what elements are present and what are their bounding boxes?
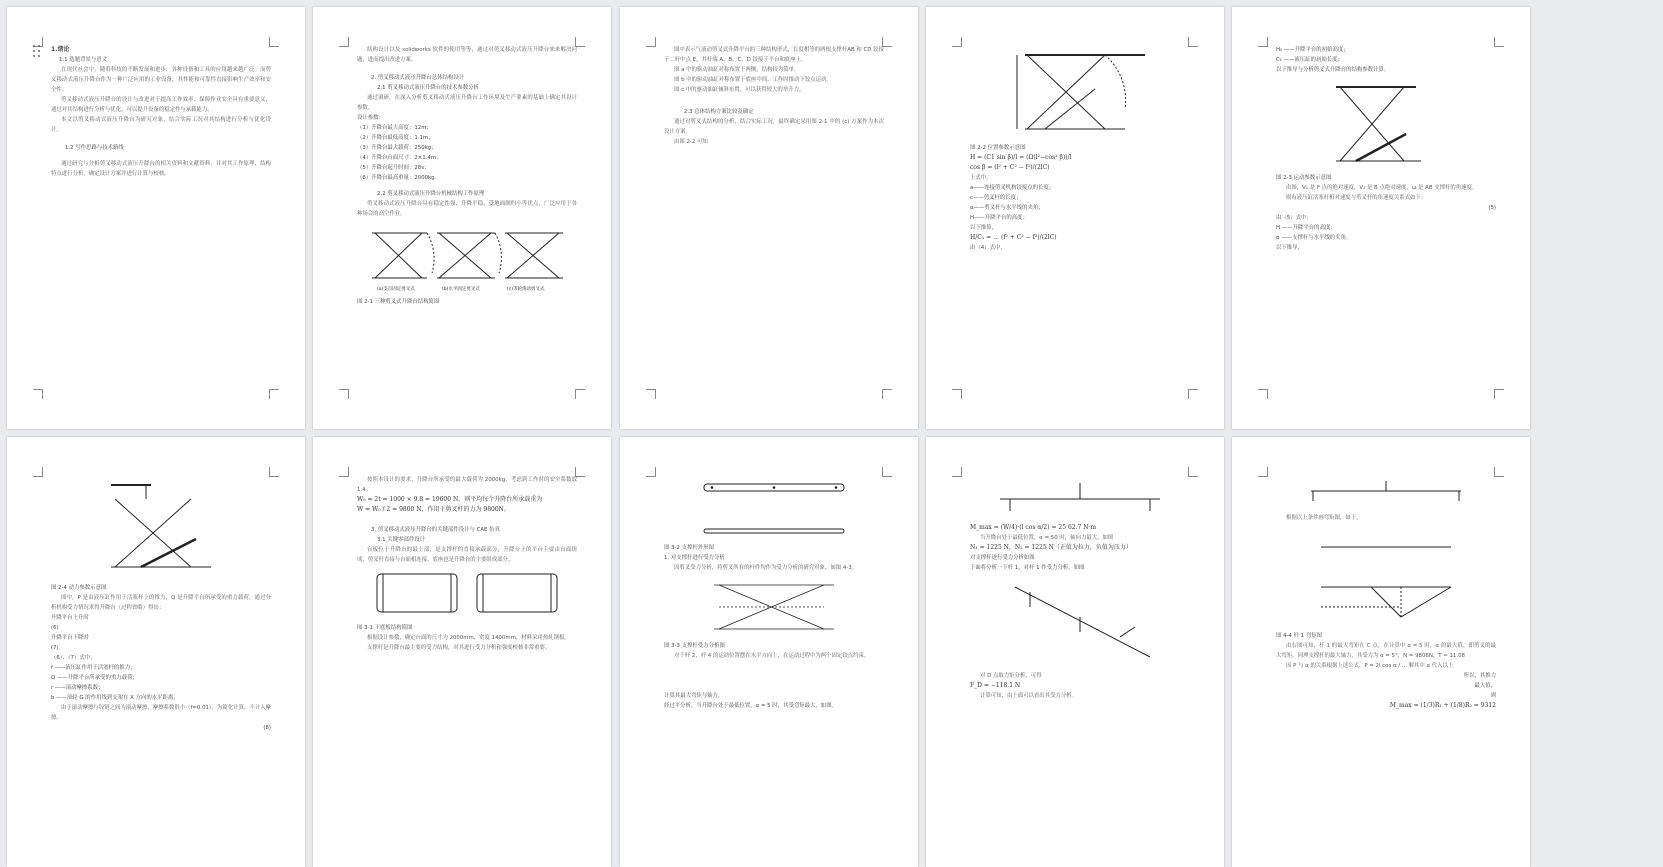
bending-moment-diagram xyxy=(1311,527,1461,627)
paragraph: 由于滚动摩擦与铰链之间为滚动摩擦，摩擦系数很小（f=0.01），为简化计算，不计入摩擦。 xyxy=(51,705,271,721)
paragraph: 当升降台处于最低位置，α = 50 时，轴向力最大，如图 xyxy=(980,535,1114,541)
figure-caption: 图 2-2 位置参数示意图 xyxy=(970,145,1026,151)
dynamic-parameter-diagram xyxy=(101,479,221,579)
paragraph: 所以，其推力 xyxy=(1463,673,1496,679)
page-body xyxy=(1276,45,1496,253)
beam-load-diagram xyxy=(990,479,1170,519)
page-body xyxy=(357,475,577,653)
position-parameter-diagram xyxy=(1005,49,1155,139)
figure-caption: 图 4-4 杆 1 弯矩图 xyxy=(1276,633,1323,639)
list-item: （1）升降台最大高度：12m； xyxy=(357,125,432,131)
page-4 xyxy=(926,7,1224,429)
formula: cos β = (l² + C² − f²)/(2lC) xyxy=(970,164,1050,171)
paragraph: （6）、（7）式中， xyxy=(51,655,96,661)
formula: W₀ = 2t = 1000 × 9.8 = 19600 N，则平均每个升降台所承载重为 xyxy=(357,496,543,503)
paragraph: 支撑杆是升降台最主要的受力结构，对其进行受力分析和强度校核非常重要。 xyxy=(367,645,551,651)
formula: W = W₀ / 2 = 9800 N，作用于剪叉杆的力为 9800N。 xyxy=(357,506,510,513)
figure-caption: 图 2-3 运动参数示意图 xyxy=(1276,175,1332,181)
paragraph: 计算其最大弯矩与轴力。 xyxy=(664,693,724,699)
list-item: α——剪叉杆与水平线的夹角； xyxy=(970,205,1044,211)
figure-caption: 图 3-1 下底板结构简图 xyxy=(357,625,413,631)
page-9 xyxy=(926,437,1224,867)
paragraph: 剪叉移动式液压升降台的设计与改进对于提高工作效率、保障作业安全具有重要意义，通过对其结构进行分析与优化，可以提升设备的稳定性与承载能力。 xyxy=(51,97,271,113)
crop-mark xyxy=(339,37,349,47)
page-10 xyxy=(1232,437,1530,867)
formula: F_D = −118.1 N xyxy=(970,682,1021,689)
paragraph: 对于杆 2、杆 4 的运动位置摆在水平方向上，在运动过程中为两个固定铰点约束。 xyxy=(674,653,870,659)
list-item: H ——升降平台的高度； xyxy=(1276,225,1336,231)
paragraph: 对支撑杆进行受力分析如图 xyxy=(970,555,1035,561)
paragraph: 则 xyxy=(1490,693,1496,699)
page-3 xyxy=(620,7,918,429)
paragraph: 在现代社会中，随着科技的不断发展和进步，各种设备和工具的应用越来越广泛。而剪叉移动式液压升降台作为一种广泛应用的工业设备，其性能和可靠性直接影响生产效率和安全性。 xyxy=(51,67,271,93)
support-rod-diagram xyxy=(694,479,854,539)
paragraph: 则有液压缸活塞杆相对速度与剪叉杆的角速度关系式如下： xyxy=(1286,195,1427,201)
list-item: Q ——升降平台所承受的重力载荷； xyxy=(51,675,138,681)
crop-mark xyxy=(269,389,279,399)
heading: 2. 剪叉移动式液压升降台总体结构设计 xyxy=(371,75,465,81)
list-item: C₁ ——液压缸的初始长度； xyxy=(1276,57,1343,63)
page-body xyxy=(970,475,1190,701)
formula: H/C₁ = … (f² + C² − f²)/(2lC) xyxy=(970,234,1057,241)
paragraph: 剪叉移动式液压升降台具有稳定性强、升降平稳、受地面制约小等优点，广泛应用于各种场合的高空作业。 xyxy=(357,201,577,217)
crop-mark xyxy=(1188,389,1198,399)
subheading: 1.2 写作思路与技术路线 xyxy=(65,145,124,151)
paragraph: 根据设计参数，确定台面的尺寸为 2000mm，宽度 1400mm，材料采用热轧钢板。 xyxy=(367,635,570,641)
heading: 3. 剪叉移动式液压升降台的关键部件设计与 CAE 仿真 xyxy=(371,527,500,533)
list-item: f ——液压缸作用于活塞杆的推力； xyxy=(51,665,136,671)
paragraph: 通过对剪叉式结构的分析，结合实际工况，最终确定采用图 2-1 中的 (c) 方案作为本次设计方案。 xyxy=(664,119,884,135)
figure-caption: 图 2-1 三种剪叉式升降台结构简图 xyxy=(357,299,440,305)
paragraph: 根据以上条件画弯矩图，如下。 xyxy=(1286,515,1362,521)
crop-mark xyxy=(952,389,962,399)
heading: 1.绪论 xyxy=(51,46,70,53)
formula: M_max = (1/3)R₁ + (1/8)R₂ = 9312 xyxy=(1389,702,1496,709)
page-2 xyxy=(313,7,611,429)
crop-mark xyxy=(1258,389,1268,399)
paragraph: 以下推算， xyxy=(970,225,997,231)
crop-mark xyxy=(882,389,892,399)
list-item: α ——支撑杆与水平线的夹角。 xyxy=(1276,235,1352,241)
paragraph: 因剪叉受力分析，将剪叉所有的杆件均作为受力分析的研究对象，如图 4-3。 xyxy=(674,565,858,571)
page-8 xyxy=(620,437,918,867)
paragraph: 对 D 点取力矩分析，可得 xyxy=(980,673,1042,679)
page-body xyxy=(1276,475,1496,711)
paragraph: 图 b 中的驱动油缸对称布置于底座中间，工作时推动下铰点运动。 xyxy=(674,77,832,83)
crop-mark xyxy=(646,467,656,477)
paragraph: 图中表示气液动剪叉式升降平台的三种结构形式，长度相等的两根支撑杆AB 和 CD 铰接于二杆中点 E，其杆端 A、B、C、D 铰接于平台和底座上。 xyxy=(664,47,884,63)
paragraph: 计算可知，由上面可以看出其受力分析。 xyxy=(980,693,1078,699)
list-item: H₀ ——升降平台的初始高度； xyxy=(1276,47,1349,53)
figure-label: (a)支点固定剪叉式 xyxy=(377,287,415,292)
figure-caption: 图 3-3 支撑杆受力分析图 xyxy=(664,643,725,649)
list-item: （2）升降台最低高度：1.1m； xyxy=(357,135,434,141)
crop-mark xyxy=(339,389,349,399)
list-item: （5）升降台起升时间：28s； xyxy=(357,165,430,171)
list-item: （4）升降台台面尺寸：2×1.4m； xyxy=(357,155,442,161)
figure-label: (b)水平固定剪叉式 xyxy=(442,287,480,292)
page-body xyxy=(970,45,1190,253)
page-7 xyxy=(313,437,611,867)
equation-number: (5) xyxy=(1488,205,1496,211)
paragraph: 以下推导与分析剪叉式升降台的结构参数计算。 xyxy=(1276,67,1390,73)
page-body xyxy=(357,45,577,307)
crop-mark xyxy=(575,389,585,399)
crop-mark xyxy=(952,467,962,477)
paragraph: 通过研究与分析剪叉移动式液压升降台的相关资料和文献资料，并对其工作原理、结构特点进行分析，确定设计方案并进行计算与校核。 xyxy=(51,161,271,177)
page-1 xyxy=(7,7,305,429)
list-item: H——升降平台的高度； xyxy=(970,215,1028,221)
scissor-lift-diagram xyxy=(367,223,567,293)
crop-mark xyxy=(1258,467,1268,477)
motion-parameter-diagram xyxy=(1326,79,1446,169)
paragraph: 按照本设计的要求，升降台所承受的最大载荷为 2000kg，考虑到工作时的安全系数取 1.4。 xyxy=(357,477,577,493)
equation-number: (7) xyxy=(51,645,59,651)
base-plate-diagram xyxy=(367,569,567,619)
force-analysis-diagram xyxy=(704,577,844,637)
list-item: a——连接剪叉机构铰接点的长度； xyxy=(970,185,1055,191)
formula: N₁ = 1225 N，N₂ = 1225 N（正值为拉力，负值为压力） xyxy=(970,544,1132,551)
paragraph: 结构设计以及 solidworks 软件的使用等等，通过对剪叉移动式液压升降台来来解决问题，进而提出改进方案。 xyxy=(357,47,577,63)
crop-mark xyxy=(33,389,43,399)
subheading: 2.3 总体结构方案比较及确定 xyxy=(684,109,754,115)
page-body xyxy=(664,475,884,711)
subheading: 2.1 剪叉移动式液压升降台的技术参数分析 xyxy=(377,85,479,91)
paragraph: 升降平台上升时 xyxy=(51,615,89,621)
paragraph: 1. 对支撑杆进行受力分析 xyxy=(664,555,725,561)
subheading: 3.1 关键零部件设计 xyxy=(377,537,426,543)
crop-mark xyxy=(1258,37,1268,47)
paragraph: 图中，P 是由液压缸作用于活塞杆上的推力，Q 是升降平台所承受的重力载荷，通过分析机构受力情况求得升降台（过程省略）得出： xyxy=(51,595,271,611)
paragraph: 通过调研，在深入分析剪叉移动式液压升降台工作环境及生产要素的基础上确定其设计参数。 xyxy=(357,95,577,111)
list-item: （6）升降台最高重量：2000kg。 xyxy=(357,175,440,181)
drag-handle-icon[interactable] xyxy=(33,45,43,59)
paragraph: 最大值， xyxy=(1474,683,1496,689)
formula: H = (C1 sin β)/l = (Ω(l²−cos² β))/l xyxy=(970,154,1072,161)
paragraph: 下面将分析一下杆 1，对杆 1 作受力分析，如图 xyxy=(970,565,1085,571)
paragraph: 以下推导， xyxy=(1276,245,1303,251)
page-body xyxy=(51,475,271,733)
beam-support-diagram xyxy=(1301,479,1471,509)
subheading: 2.2 剪叉移动式液压升降台机械结构工作原理 xyxy=(377,191,485,197)
figure-caption: 图 3-2 支撑杆外形图 xyxy=(664,545,714,551)
rod-force-diagram xyxy=(1000,577,1160,667)
paragraph: 因 P 与 α 的关系根据上述公式，P = 2l cos α / ... 解其中 α 代入以上 xyxy=(1286,663,1454,669)
page-body xyxy=(664,45,884,147)
page-6 xyxy=(7,437,305,867)
page-body xyxy=(51,45,271,179)
page-5 xyxy=(1232,7,1530,429)
formula: M_max = (W/4)·(l cos α/2) = 25 62.7 N·m xyxy=(970,524,1097,531)
figure-caption: 图 2-4 动力参数示意图 xyxy=(51,585,107,591)
paragraph: 升降平台下降时 xyxy=(51,635,89,641)
equation-number: (8) xyxy=(263,725,271,731)
crop-mark xyxy=(646,389,656,399)
crop-mark xyxy=(339,467,349,477)
crop-mark xyxy=(1494,389,1504,399)
figure-label: (c)等轮滑动剪叉式 xyxy=(507,287,545,292)
paragraph: 上式中， xyxy=(970,175,992,181)
paragraph: 由图，V₁ 是 F 点的绝对速度，V₂ 是 B 点绝对速度，ω 是 AB 支撑杆的角速度。 xyxy=(1286,185,1478,191)
paragraph: 图 a 中的驱动油缸对称布置于两侧，结构较为简单。 xyxy=(674,67,800,73)
list-item: b ——滚轮 G 的作用线到支架在 X 方向的水平距离。 xyxy=(51,695,179,701)
crop-mark xyxy=(646,37,656,47)
paragraph: 由右图可知，杆 1 的最大弯矩在 C 点，在计算中 α = 5 时，α 的最大值，即剪叉的最大弯矩，同理支撑杆的最大轴力，其受力为 α = 5°，N = 9806N，T = 11.08 xyxy=(1276,643,1496,659)
paragraph: 图 c 中的驱动油缸倾斜布置，可以获得较大的举升力。 xyxy=(674,87,805,93)
equation-number: (6) xyxy=(51,625,59,631)
paragraph: 由图 2-2 可知 xyxy=(674,139,708,145)
paragraph: 由（4）式中， xyxy=(970,245,1006,251)
paragraph: 经过平分析，当升降台处于最低位置，α = 5 时，其受弯矩最大，如图。 xyxy=(664,703,837,709)
paragraph: 由（5）式中： xyxy=(1276,215,1312,221)
list-item: r ——滚动摩擦系数； xyxy=(51,685,104,691)
crop-mark xyxy=(952,37,962,47)
paragraph: 本文以剪叉移动式液压升降台为研究对象，结合实际工况对其结构进行分析与优化设计。 xyxy=(51,117,271,133)
crop-mark xyxy=(33,467,43,477)
paragraph: 台板位于升降台的最上部，是支撑杆的直接承载部分，升降台上的平台主要由台面组成，剪叉杆直接与台面相连接，底座也是升降台的主要组成部分。 xyxy=(357,547,577,563)
list-item: （3）升降台最大载荷：250kg； xyxy=(357,145,437,151)
subheading: 1.1 选题背景与意义 xyxy=(59,57,108,63)
list-item: c——剪叉杆的长度； xyxy=(970,195,1022,201)
list-item: 设计参数： xyxy=(357,115,384,121)
